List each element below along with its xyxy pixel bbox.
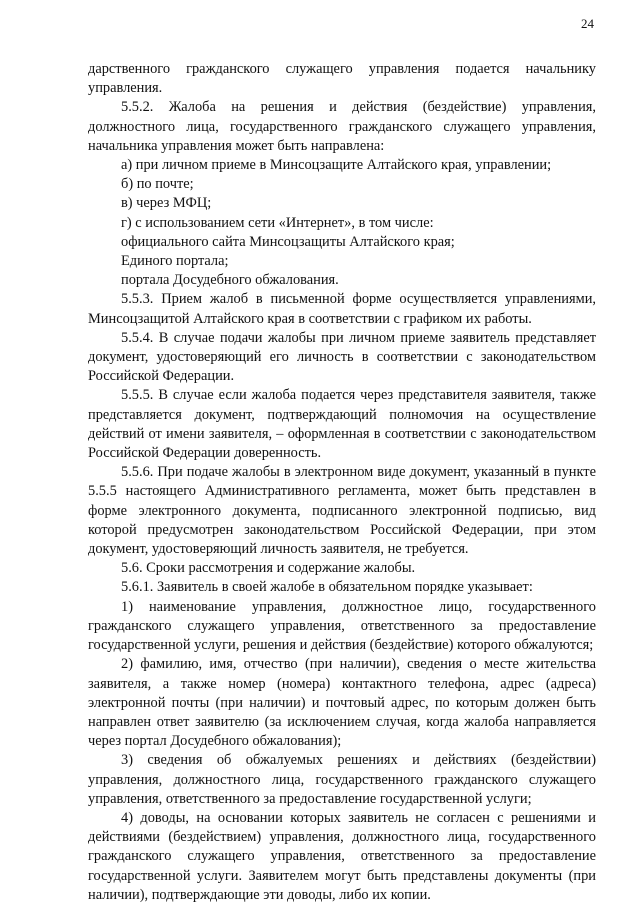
list-item-g: г) с использованием сети «Интернет», в том числе: bbox=[121, 214, 434, 231]
list-item-v: в) через МФЦ; bbox=[121, 195, 212, 212]
list-item-official-site: официального сайта Минсоцзащиты Алтайского края; bbox=[121, 233, 455, 250]
list-item-appeal-portal: портала Досудебного обжалования. bbox=[121, 272, 339, 289]
paragraph-continuation: дарственного гражданского служащего управления подается начальнику управления. bbox=[88, 61, 596, 97]
paragraph-5-5-5: 5.5.5. В случае если жалоба подается через представителя заявителя, также представляется документ, подтверждающий полномочия на осуществление действий от имени заявителя, – оформленная в соответствии с законодательством Российской Федерации доверенность. bbox=[88, 387, 596, 462]
list-item-a: а) при личном приеме в Минсоцзащите Алтайского края, управлении; bbox=[121, 157, 552, 174]
numbered-item-3: 3) сведения об обжалуемых решениях и действиях (бездействии) управления, должностного лица, государственного гражданского служащего управления, ответственного за предоставление государственной услуги; bbox=[88, 752, 596, 807]
paragraph-5-5-3: 5.5.3. Прием жалоб в письменной форме осуществляется управлениями, Минсоцзащитой Алтайского края в соответствии с графиком их работы. bbox=[88, 291, 596, 327]
numbered-item-1: 1) наименование управления, должностное лицо, государственного гражданского служащего управления, ответственного за предоставление государственной услуги, решения и действия (бездействие) которого обжалуются; bbox=[88, 598, 596, 654]
document-body bbox=[88, 60, 596, 905]
paragraph-5-5-2: 5.5.2. Жалоба на решения и действия (бездействие) управления, должностного лица, государственного гражданского служащего управления, начальника управления может быть направлена: bbox=[88, 99, 596, 154]
numbered-item-4: 4) доводы, на основании которых заявитель не согласен с решениями и действиями (бездействием) управления, должностного лица, государственного гражданского служащего управления, ответственного за предоставление государственной услуги. Заявителем могут быть представлены документы (при наличии), подтверждающие эти доводы, либо их копии. bbox=[88, 809, 596, 903]
paragraph-5-5-6: 5.5.6. При подаче жалобы в электронном виде документ, указанный в пункте 5.5.5 настоящего Административного регламента, может быть представлен в форме электронного документа, подписанного электронной подписью, вид которой предусмотрен законодательством Российской Федерации, при этом документ, удостоверяющий личность заявителя, не требуется. bbox=[88, 464, 596, 558]
paragraph-5-6-1: 5.6.1. Заявитель в своей жалобе в обязательном порядке указывает: bbox=[121, 579, 533, 596]
paragraph-5-5-4: 5.5.4. В случае подачи жалобы при личном приеме заявитель представляет документ, удостоверяющий его личность в соответствии с законодательством Российской Федерации. bbox=[88, 329, 596, 385]
list-item-b: б) по почте; bbox=[121, 176, 194, 193]
numbered-item-2: 2) фамилию, имя, отчество (при наличии), сведения о месте жительства заявителя, а также номер (номера) контактного телефона, адрес (адреса) электронной почты (при наличии) и почтовый адрес, по которым должен быть направлен ответ заявителю (за исключением случая, когда жалоба направляется через портал Досудебного обжалования); bbox=[88, 656, 596, 750]
section-heading-5-6: 5.6. Сроки рассмотрения и содержание жалобы. bbox=[121, 560, 416, 577]
page-number: 24 bbox=[581, 16, 594, 31]
list-item-unified-portal: Единого портала; bbox=[121, 253, 229, 270]
